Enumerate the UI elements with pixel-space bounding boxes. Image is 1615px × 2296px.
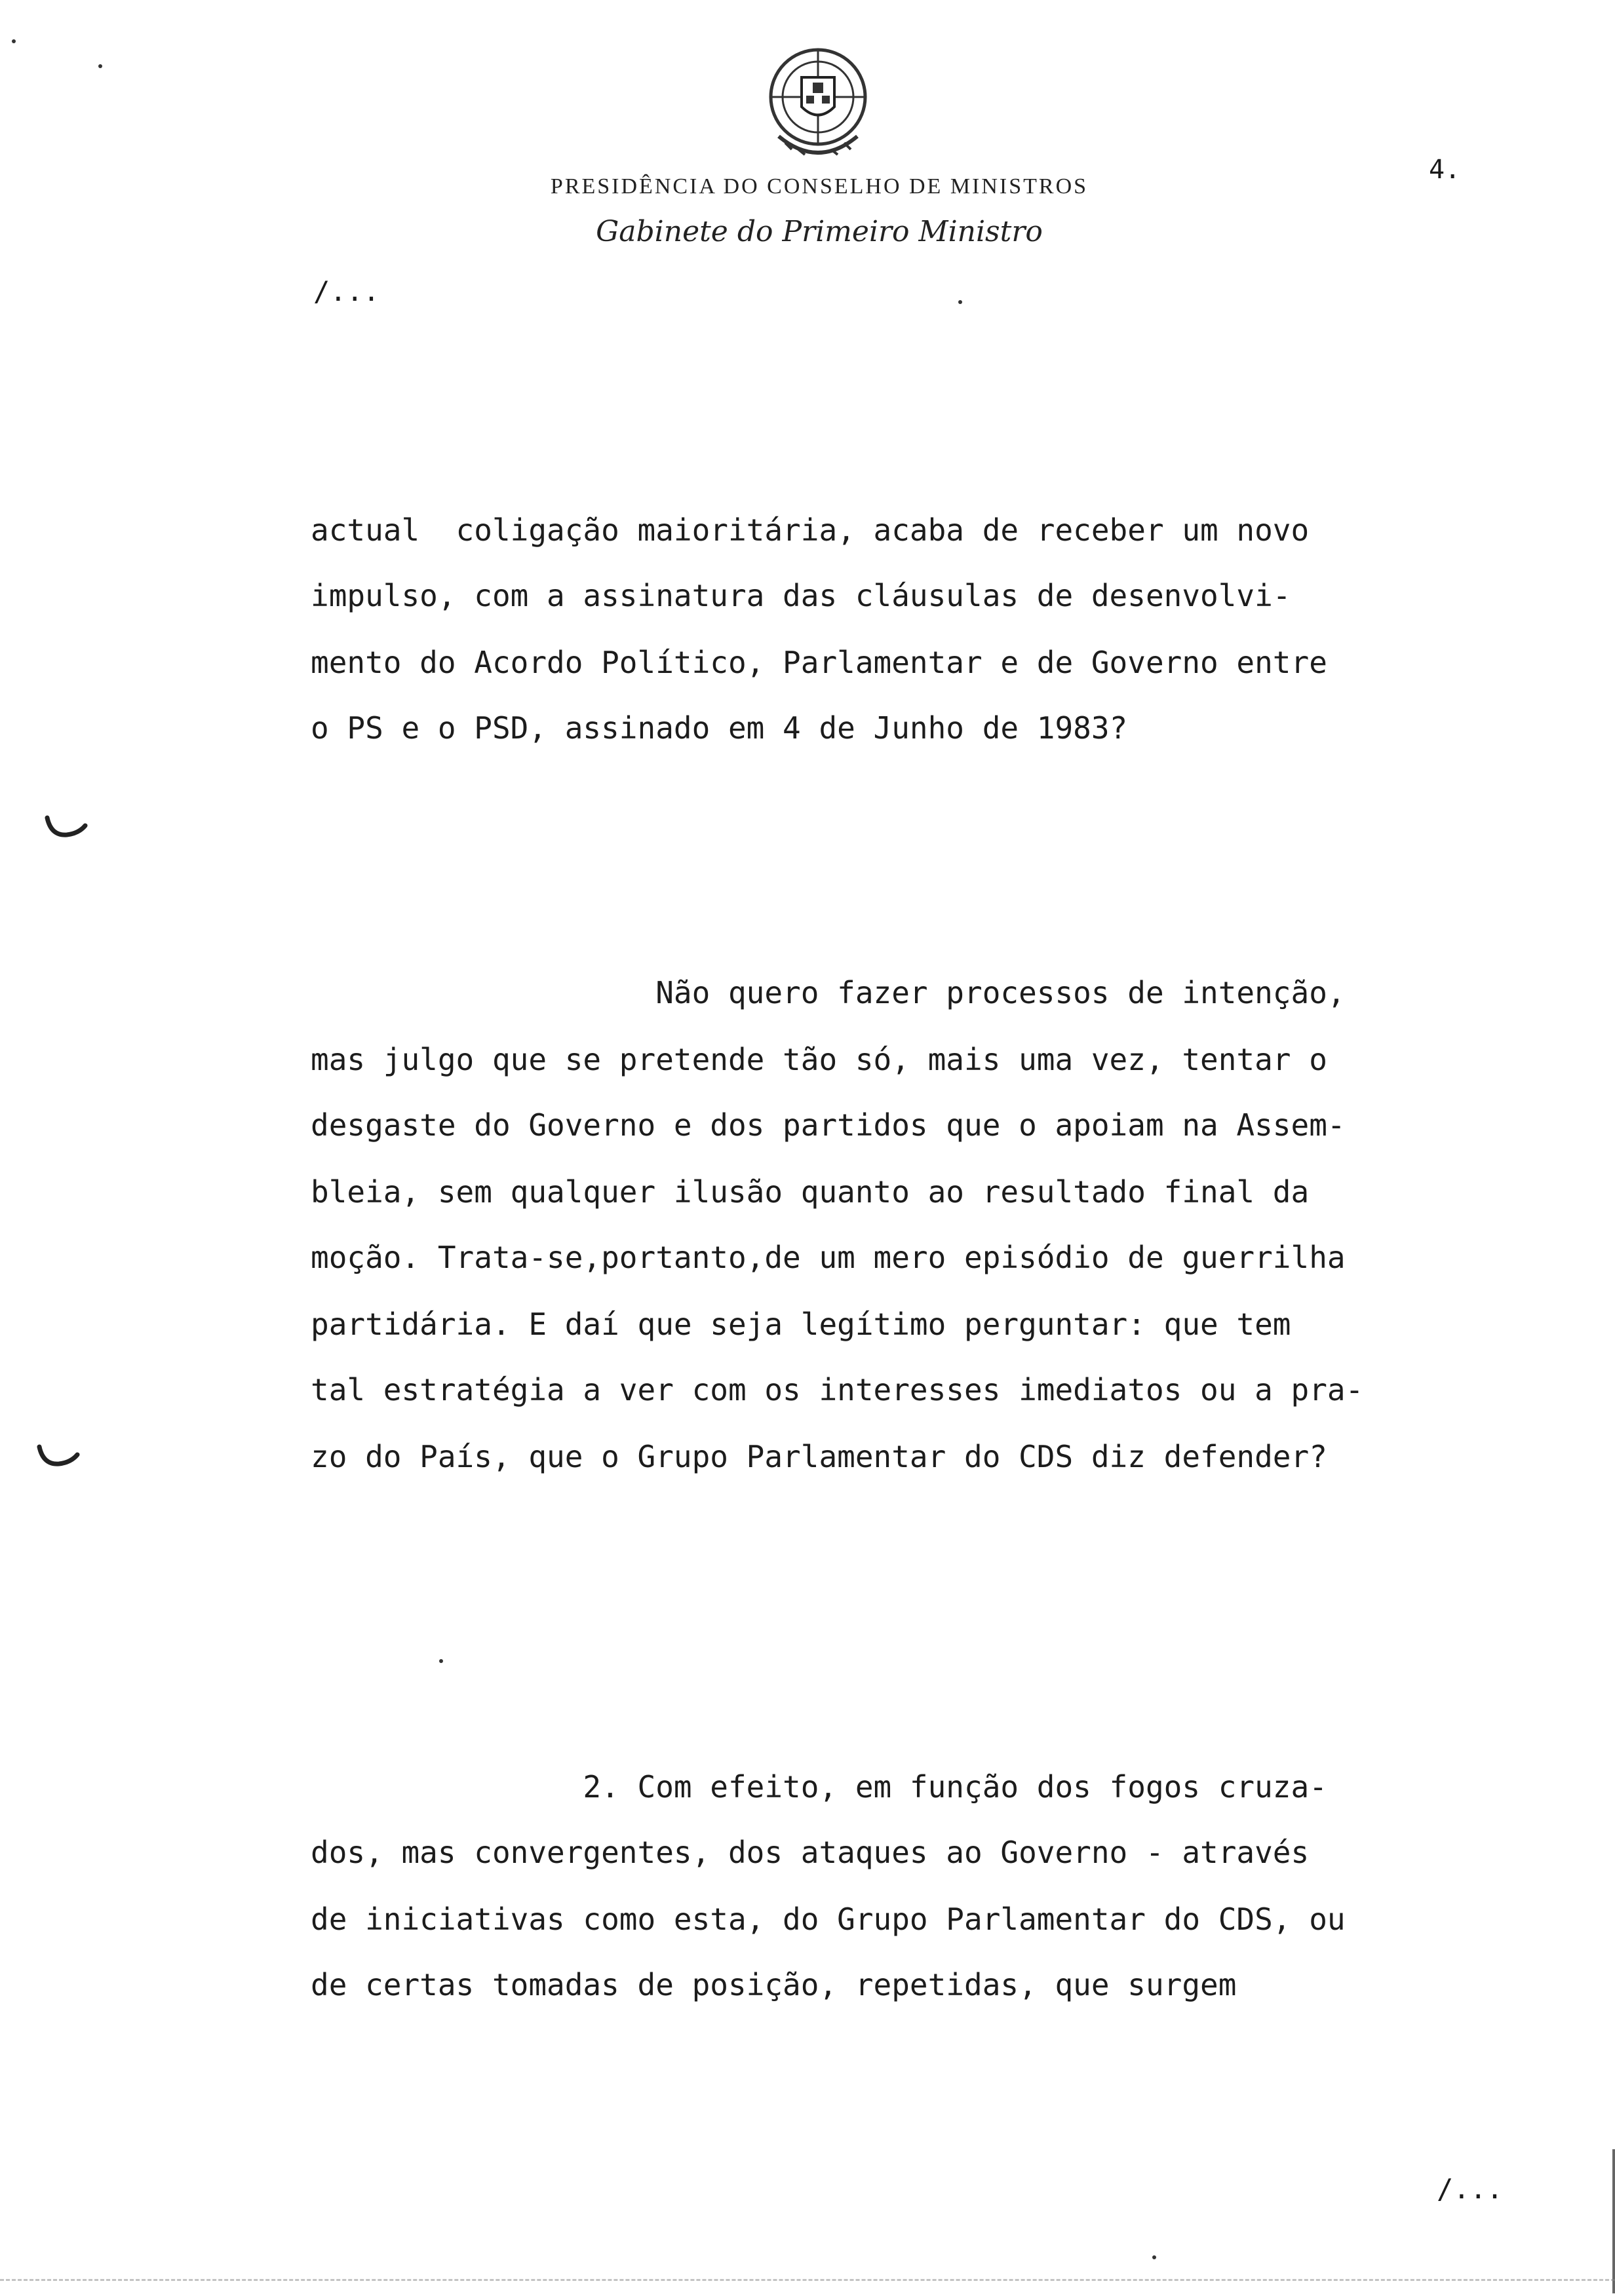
text-line: mento do Acordo Político, Parlamentar e de Governo entre xyxy=(311,645,1327,680)
text-line: moção. Trata-se,portanto,de um mero episódio de guerrilha xyxy=(311,1240,1346,1275)
text-line: zo do País, que o Grupo Parlamentar do CDS diz defender? xyxy=(311,1439,1327,1474)
continuation-marker-top: /... xyxy=(313,275,380,307)
text-line: de certas tomadas de posição, repetidas, que surgem xyxy=(311,1967,1237,2002)
coat-of-arms-seal-icon xyxy=(766,45,870,166)
header-title: PRESIDÊNCIA DO CONSELHO DE MINISTROS xyxy=(550,174,1089,199)
text-line: actual coligação maioritária, acaba de receber um novo xyxy=(311,512,1310,548)
punch-hole-mark-icon xyxy=(45,815,88,839)
header-subtitle: Gabinete do Primeiro Ministro xyxy=(596,215,1043,248)
text-line: desgaste do Governo e dos partidos que o apoiam na Assem- xyxy=(311,1107,1346,1143)
scan-speck xyxy=(958,300,962,304)
text-line: de iniciativas como esta, do Grupo Parlamentar do CDS, ou xyxy=(311,1902,1346,1937)
text-line: o PS e o PSD, assinado em 4 de Junho de 1983? xyxy=(311,710,1128,746)
scan-speck xyxy=(1152,2255,1156,2259)
scan-edge-line xyxy=(1612,2149,1615,2293)
text-line: 2. Com efeito, em função dos fogos cruza- xyxy=(311,1769,1327,1805)
scan-bottom-edge xyxy=(0,2279,1615,2284)
text-line: impulso, com a assinatura das cláusulas de desenvolvi- xyxy=(311,578,1291,613)
scan-speck xyxy=(12,39,16,43)
punch-hole-mark-icon xyxy=(37,1444,80,1468)
text-line: partidária. E daí que seja legítimo perguntar: que tem xyxy=(311,1307,1291,1342)
scan-speck xyxy=(98,64,102,68)
scan-speck xyxy=(439,1659,443,1663)
text-line: mas julgo que se pretende tão só, mais uma vez, tentar o xyxy=(311,1042,1327,1077)
continuation-marker-bottom: /... xyxy=(1437,2173,1504,2205)
text-line: dos, mas convergentes, dos ataques ao Governo - através xyxy=(311,1835,1310,1870)
text-line: tal estratégia a ver com os interesses imediatos ou a pra- xyxy=(311,1372,1364,1407)
text-line: Não quero fazer processos de intenção, xyxy=(311,975,1346,1010)
page-number: 4. xyxy=(1429,155,1461,185)
text-line: bleia, sem qualquer ilusão quanto ao resultado final da xyxy=(311,1174,1310,1210)
